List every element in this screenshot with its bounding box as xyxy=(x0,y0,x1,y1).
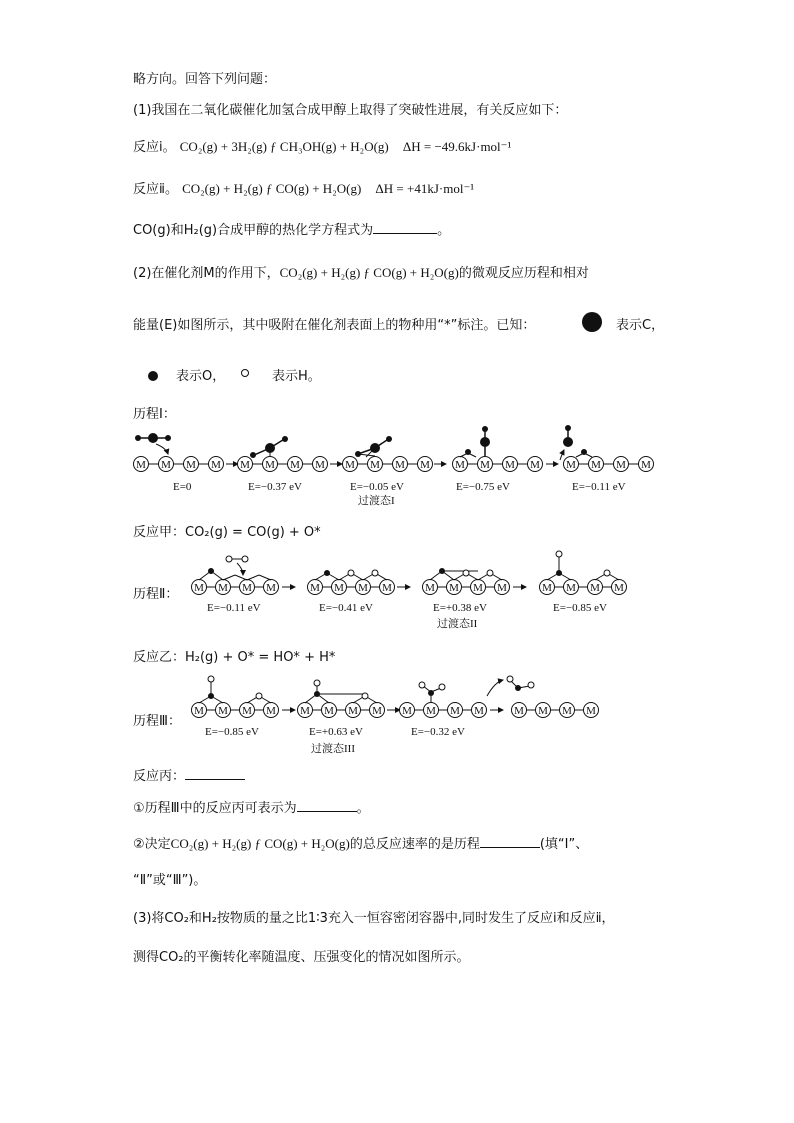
pathway-3-diagram xyxy=(185,672,605,762)
path2-energy-3: E=+0.38 eV xyxy=(433,602,487,614)
q3-line1: (3)将CO₂和H₂按物质的量之比1∶3充入一恒容密闭容器中,同时发生了反应ⅰ和反应ⅱ， xyxy=(133,911,615,926)
path1-energy-3: E=−0.05 eV xyxy=(350,481,404,493)
path2-transition-state: 过渡态II xyxy=(437,618,478,630)
reaction-1 xyxy=(133,136,511,155)
q1-question xyxy=(133,219,450,238)
pathway-2-frame-4 xyxy=(540,551,627,595)
path1-energy-1: E=0 xyxy=(173,481,192,493)
carbon-legend-icon xyxy=(582,312,602,332)
q1-question-text: CO(g)和H₂(g)合成甲醇的热化学方程式为 xyxy=(133,223,374,238)
reaction-1-enthalpy: ΔH = −49.6kJ·mol⁻¹ xyxy=(402,139,512,154)
reaction-c-label: 反应丙： xyxy=(133,769,186,784)
path3-title: 历程Ⅲ： xyxy=(133,714,181,729)
pathway-1-frame-3 xyxy=(343,436,433,472)
sub-question-2 xyxy=(133,833,588,852)
legend-oxygen-label: 表示O， xyxy=(176,369,226,384)
path1-energy-4: E=−0.75 eV xyxy=(456,481,510,493)
answer-blank-sub2[interactable] xyxy=(480,835,540,848)
sub-question-1 xyxy=(133,797,370,816)
path1-energy-5: E=−0.11 eV xyxy=(572,481,626,493)
hydrogen-legend-icon xyxy=(241,369,249,377)
answer-blank-reaction-c[interactable] xyxy=(185,767,245,780)
oxygen-legend-icon xyxy=(148,371,158,381)
reaction-1-equation: CO₂(g) + 3H₂(g) ƒ CH₃OH(g) + H₂O(g) xyxy=(179,139,389,154)
pathway-2-diagram xyxy=(185,545,645,635)
q2-line2: 能量(E)如图所示，其中吸附在催化剂表面上的物种用“*”标注。已知： xyxy=(133,318,536,333)
sub-question-2-post: (填“Ⅰ”、 xyxy=(539,837,589,852)
reaction-b: 反应乙：H₂(g) + O* = HO* + H* xyxy=(133,650,336,665)
path3-energy-3: E=−0.32 eV xyxy=(411,726,465,738)
pathway-1-frame-2 xyxy=(238,436,328,472)
reaction-2-equation: CO₂(g) + H₂(g) ƒ CO(g) + H₂O(g) xyxy=(182,181,362,196)
pathway-1-frame-5 xyxy=(560,425,654,472)
path3-energy-1: E=−0.85 eV xyxy=(205,726,259,738)
pathway-2-frame-1 xyxy=(192,556,279,595)
pathway-3-frame-4 xyxy=(487,676,599,718)
pathway-2-frame-2 xyxy=(308,570,395,595)
reaction-2-label: 反应ⅱ。 xyxy=(133,182,178,197)
path2-title: 历程Ⅱ： xyxy=(133,587,179,602)
path2-energy-4: E=−0.85 eV xyxy=(553,602,607,614)
path3-transition-state: 过渡态III xyxy=(311,743,355,755)
sub-question-2-pre: ②决定 xyxy=(133,837,171,852)
legend-carbon-label: 表示C， xyxy=(616,318,665,333)
pathway-1-frame-1 xyxy=(134,433,224,472)
intro-text: 略方向。回答下列问题： xyxy=(133,72,277,87)
sub-question-2-equation: CO₂(g) + H₂(g) ƒ CO(g) + H₂O(g) xyxy=(170,836,350,851)
answer-blank-sub1[interactable] xyxy=(297,799,357,812)
path1-title: 历程Ⅰ： xyxy=(133,407,176,422)
path2-energy-1: E=−0.11 eV xyxy=(207,602,261,614)
legend-hydrogen-label: 表示H。 xyxy=(272,369,321,384)
q2-stem-equation: CO₂(g) + H₂(g) ƒ CO(g) + H₂O(g) xyxy=(279,265,459,280)
reaction-2 xyxy=(133,178,474,197)
q2-stem-post: 的微观反应历程和相对 xyxy=(458,266,589,281)
q1-stem: (1)我国在二氧化碳催化加氢合成甲醇上取得了突破性进展，有关反应如下： xyxy=(133,103,568,118)
sub-question-1-end: 。 xyxy=(356,801,370,816)
pathway-1-frame-4 xyxy=(453,426,543,472)
pathway-1-diagram: M E=0 E=−0.37 eV E=−0.05 eV 过渡态I E=−0.75 eV E=−0.11 eV xyxy=(128,420,668,508)
pathway-3-frame-1 xyxy=(192,676,279,718)
pathway-3-frame-3 xyxy=(400,682,487,718)
path2-energy-2: E=−0.41 eV xyxy=(319,602,373,614)
reaction-2-enthalpy: ΔH = +41kJ·mol⁻¹ xyxy=(375,181,475,196)
sub-question-1-text: ①历程Ⅲ中的反应丙可表示为 xyxy=(133,801,297,816)
path1-transition-state: 过渡态I xyxy=(358,495,395,507)
path3-energy-2: E=+0.63 eV xyxy=(309,726,363,738)
answer-blank-q1[interactable] xyxy=(373,221,437,234)
q3-line2: 测得CO₂的平衡转化率随温度、压强变化的情况如图所示。 xyxy=(133,950,470,965)
path1-energy-2: E=−0.37 eV xyxy=(248,481,302,493)
reaction-1-label: 反应ⅰ。 xyxy=(133,140,176,155)
q2-stem-pre: (2)在催化剂M的作用下， xyxy=(133,266,280,281)
pathway-3-frame-2 xyxy=(298,680,385,718)
reaction-a: 反应甲：CO₂(g) = CO(g) + O* xyxy=(133,525,321,540)
sub-question-2-line2: “Ⅱ”或“Ⅲ”)。 xyxy=(133,873,207,888)
q2-stem xyxy=(133,262,589,281)
sub-question-2-mid: 的总反应速率的是历程 xyxy=(349,837,480,852)
reaction-c xyxy=(133,765,245,784)
q1-question-end: 。 xyxy=(437,223,451,238)
pathway-2-frame-3 xyxy=(423,568,510,595)
